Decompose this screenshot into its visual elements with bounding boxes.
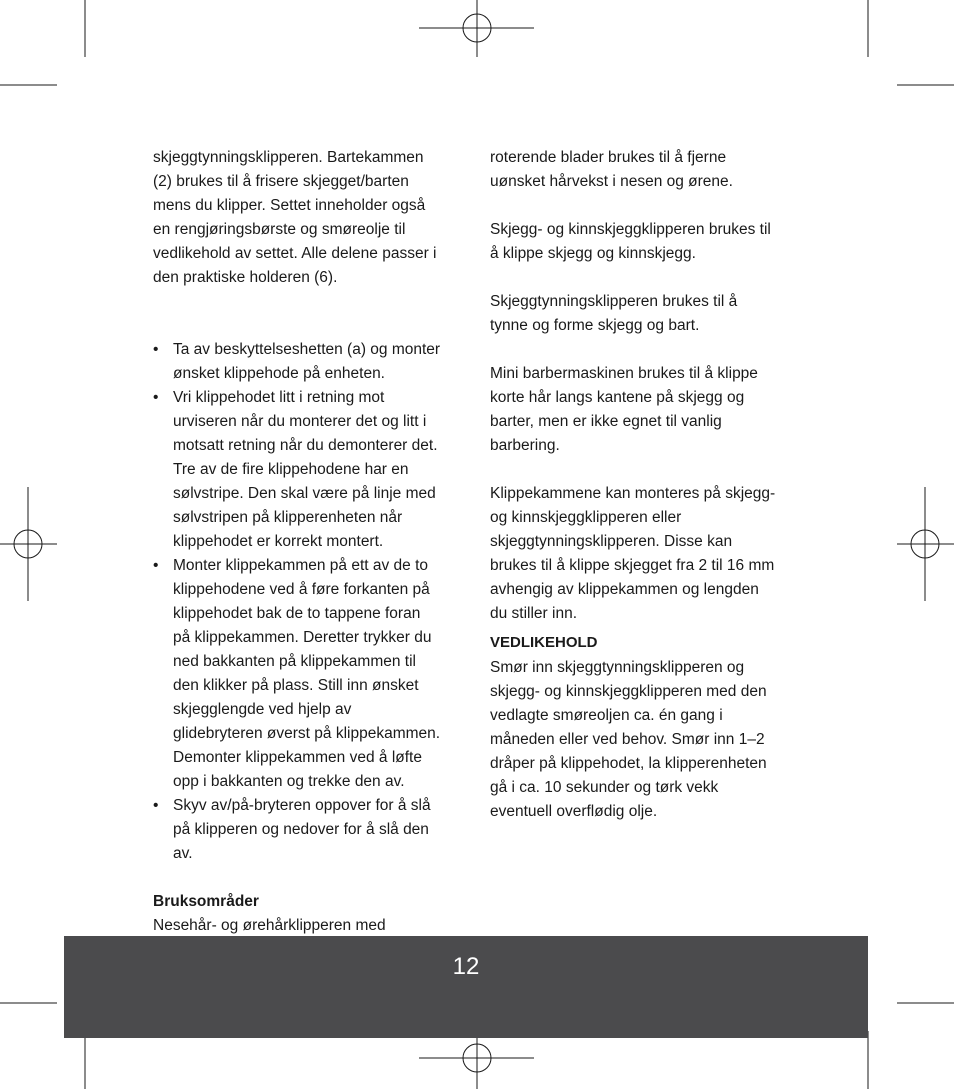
text-line: mens du klipper. Settet inneholder også — [153, 197, 426, 214]
text-line: Tre av de fire klippehodene har en — [173, 461, 409, 478]
text-line: eventuell overflødig olje. — [490, 803, 658, 820]
intro-paragraph — [153, 146, 463, 290]
text-line: og kinnskjeggklipperen eller — [490, 509, 682, 526]
paragraph — [490, 482, 805, 626]
usage-text: Nesehår- og ørehårklipperen med — [153, 917, 386, 934]
text-line: Skjeggtynningsklipperen brukes til å — [490, 293, 738, 310]
bullet-icon: • — [153, 389, 159, 406]
maintenance-paragraph — [490, 656, 805, 824]
text-line: sølvstripen på klipperenheten når — [173, 509, 403, 526]
text-line: opp i bakkanten og trekke den av. — [173, 773, 405, 790]
paragraph — [490, 362, 805, 458]
text-line: dråper på klippehodet, la klipperenheten — [490, 755, 767, 772]
list-item — [153, 386, 463, 554]
page-number: 12 — [452, 953, 480, 980]
text-line: ønsket klippehode på enheten. — [173, 365, 385, 382]
text-line: måneden eller ved behov. Smør inn 1–2 — [490, 731, 765, 748]
footer-bar — [64, 936, 868, 1038]
text-line: av. — [173, 845, 193, 862]
text-line: motsatt retning når du demonterer det. — [173, 437, 438, 454]
text-line: sølvstripe. Den skal være på linje med — [173, 485, 436, 502]
text-line: barter, men er ikke egnet til vanlig — [490, 413, 722, 430]
text-line: Monter klippekammen på ett av de to — [173, 557, 429, 574]
text-line: klippehodet er korrekt montert. — [173, 533, 384, 550]
usage-heading: Bruksområder — [153, 893, 259, 910]
text-line: glidebryteren øverst på klippekammen. — [173, 725, 441, 742]
text-line: korte hår langs kantene på skjegg og — [490, 389, 745, 406]
text-line: på klipperen og nedover for å slå den — [173, 821, 429, 838]
text-line: den klikker på plass. Still inn ønsket — [173, 677, 419, 694]
text-line: skjegg- og kinnskjeggklipperen med den — [490, 683, 767, 700]
text-line: skjegglengde ved hjelp av — [173, 701, 352, 718]
list-item — [153, 338, 463, 386]
text-line: vedlikehold av settet. Alle delene passer i — [153, 245, 437, 262]
text-line: en rengjøringsbørste og smøreolje til — [153, 221, 406, 238]
text-line: å klippe skjegg og kinnskjegg. — [490, 245, 696, 262]
text-line: gå i ca. 10 sekunder og tørk vekk — [490, 779, 719, 796]
left-column — [153, 146, 463, 938]
bullet-icon: • — [153, 341, 159, 358]
text-line: Smør inn skjeggtynningsklipperen og — [490, 659, 745, 676]
bullet-icon: • — [153, 557, 159, 574]
text-line: (2) brukes til å frisere skjegget/barten — [153, 173, 409, 190]
text-line: brukes til å klippe skjegget fra 2 til 16 mm — [490, 557, 775, 574]
text-line: urviseren når du monterer det og litt i — [173, 413, 427, 430]
text-line: roterende blader brukes til å fjerne — [490, 149, 727, 166]
text-line: Klippekammene kan monteres på skjegg- — [490, 485, 776, 502]
text-line: ned bakkanten på klippekammen til — [173, 653, 416, 670]
text-line: Vri klippehodet litt i retning mot — [173, 389, 385, 406]
text-line: på klippekammen. Deretter trykker du — [173, 629, 432, 646]
maintenance-heading: VEDLIKEHOLD — [490, 634, 598, 651]
text-line: uønsket hårvekst i nesen og ørene. — [490, 173, 733, 190]
text-line: Demonter klippekammen ved å løfte — [173, 749, 422, 766]
paragraph — [490, 146, 805, 194]
text-line: klippehodene ved å føre forkanten på — [173, 581, 430, 598]
text-line: barbering. — [490, 437, 560, 454]
paragraph — [490, 218, 805, 266]
paragraph — [490, 290, 805, 338]
text-line: tynne og forme skjegg og bart. — [490, 317, 700, 334]
right-column — [490, 146, 805, 824]
text-line: du stiller inn. — [490, 605, 578, 622]
text-line: Skyv av/på-bryteren oppover for å slå — [173, 797, 431, 814]
bullet-icon: • — [153, 797, 159, 814]
text-line: skjeggtynningsklipperen. Bartekammen — [153, 149, 424, 166]
text-line: Ta av beskyttelseshetten (a) og monter — [173, 341, 441, 358]
instruction-list — [153, 338, 463, 866]
text-line: klippehodet bak de to tappene foran — [173, 605, 421, 622]
list-item — [153, 794, 463, 866]
text-line: Skjegg- og kinnskjeggklipperen brukes til — [490, 221, 771, 238]
text-line: vedlagte smøreoljen ca. én gang i — [490, 707, 723, 724]
text-line: avhengig av klippekammen og lengden — [490, 581, 759, 598]
text-line: skjeggtynningsklipperen. Disse kan — [490, 533, 733, 550]
text-line: Mini barbermaskinen brukes til å klippe — [490, 365, 758, 382]
list-item — [153, 554, 463, 794]
text-line: den praktiske holderen (6). — [153, 269, 338, 286]
